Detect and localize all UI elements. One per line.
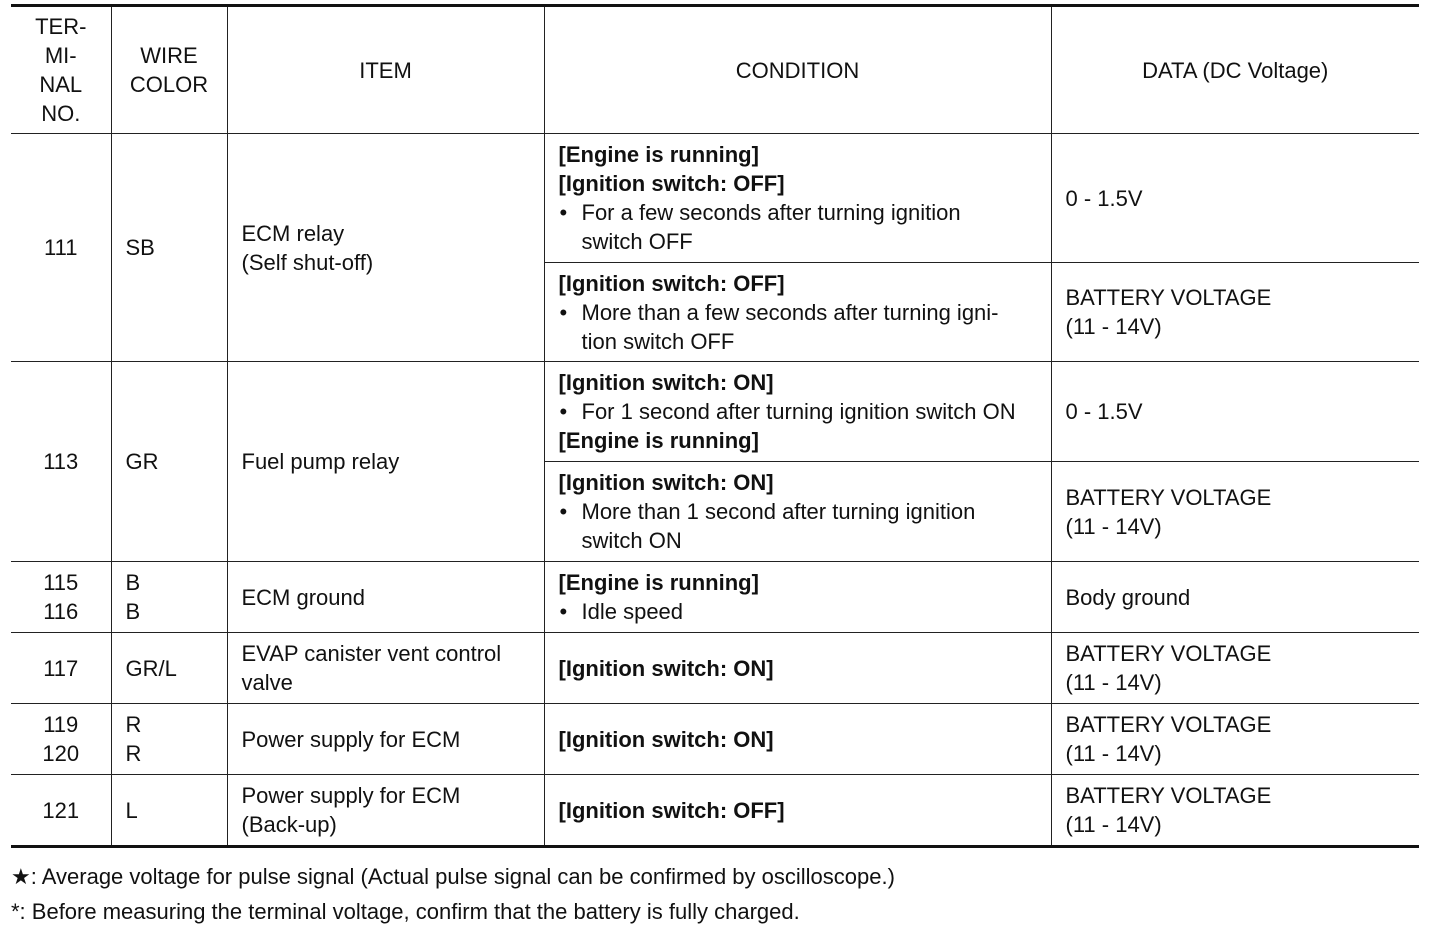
wire-color-113: GR: [111, 362, 227, 562]
terminal-113: 113: [11, 362, 111, 562]
data-111-b: BATTERY VOLTAGE (11 - 14V): [1051, 263, 1419, 362]
header-terminal-no: TER- MI- NAL NO.: [11, 6, 111, 134]
terminal-121: 121: [11, 775, 111, 847]
wire-color-121: L: [111, 775, 227, 847]
data-115: Body ground: [1051, 562, 1419, 633]
table-header: [11, 6, 1419, 134]
data-117: BATTERY VOLTAGE (11 - 14V): [1051, 633, 1419, 704]
footnote-star: ★: Average voltage for pulse signal (Actual pulse signal can be confirmed by oscilloscope.): [11, 859, 1419, 894]
footnote-asterisk: *: Before measuring the terminal voltage, confirm that the battery is fully charged.: [11, 899, 800, 924]
condition-111-b: [Ignition switch: OFF] • More than a few seconds after turning igni- tion switch OFF: [544, 263, 1051, 362]
wire-color-111: SB: [111, 134, 227, 362]
item-111: ECM relay (Self shut-off): [227, 134, 544, 362]
condition-111-a: [Engine is running] [Ignition switch: OFF] • For a few seconds after turning ignition switch OFF: [544, 134, 1051, 263]
item-121: Power supply for ECM (Back-up): [227, 775, 544, 847]
bullet-item: • Idle speed: [559, 597, 1037, 626]
data-121: BATTERY VOLTAGE (11 - 14V): [1051, 775, 1419, 847]
data-113-a: 0 - 1.5V: [1051, 362, 1419, 462]
table-row-111: [11, 134, 1419, 263]
header-wire-color: WIRE COLOR: [111, 6, 227, 134]
data-113-b: BATTERY VOLTAGE (11 - 14V): [1051, 462, 1419, 562]
item-113: Fuel pump relay: [227, 362, 544, 562]
bullet-item: • For 1 second after turning ignition switch ON: [559, 397, 1037, 426]
terminal-table: [11, 4, 1419, 848]
header-condition: CONDITION: [544, 6, 1051, 134]
terminal-117: 117: [11, 633, 111, 704]
data-119: BATTERY VOLTAGE (11 - 14V): [1051, 704, 1419, 775]
condition-121: [Ignition switch: OFF]: [544, 775, 1051, 847]
condition-117: [Ignition switch: ON]: [544, 633, 1051, 704]
page: [11, 4, 1419, 929]
item-115: ECM ground: [227, 562, 544, 633]
wire-color-119: R R: [111, 704, 227, 775]
bullet-item: • More than 1 second after turning ignition switch ON: [559, 497, 1037, 555]
header-item: ITEM: [227, 6, 544, 134]
wire-color-117: GR/L: [111, 633, 227, 704]
bullet-item: • More than a few seconds after turning igni- tion switch OFF: [559, 298, 1037, 356]
condition-119: [Ignition switch: ON]: [544, 704, 1051, 775]
item-119: Power supply for ECM: [227, 704, 544, 775]
bullet-item: • For a few seconds after turning ignition switch OFF: [559, 198, 1037, 256]
table-row-113: [11, 362, 1419, 462]
condition-113-a: [Ignition switch: ON] • For 1 second after turning ignition switch ON [Engine is running]: [544, 362, 1051, 462]
data-111-a: 0 - 1.5V: [1051, 134, 1419, 263]
condition-115: [Engine is running] • Idle speed: [544, 562, 1051, 633]
footnotes: [11, 859, 1419, 929]
terminal-119: 119 120: [11, 704, 111, 775]
wire-color-115: B B: [111, 562, 227, 633]
condition-113-b: [Ignition switch: ON] • More than 1 second after turning ignition switch ON: [544, 462, 1051, 562]
star-icon: ★: [11, 864, 31, 889]
terminal-115: 115 116: [11, 562, 111, 633]
item-117: EVAP canister vent control valve: [227, 633, 544, 704]
table-row-115: [11, 562, 1419, 633]
table-row-119: [11, 704, 1419, 775]
table-row-121: [11, 775, 1419, 847]
header-data: DATA (DC Voltage): [1051, 6, 1419, 134]
table-row-117: [11, 633, 1419, 704]
terminal-111: 111: [11, 134, 111, 362]
